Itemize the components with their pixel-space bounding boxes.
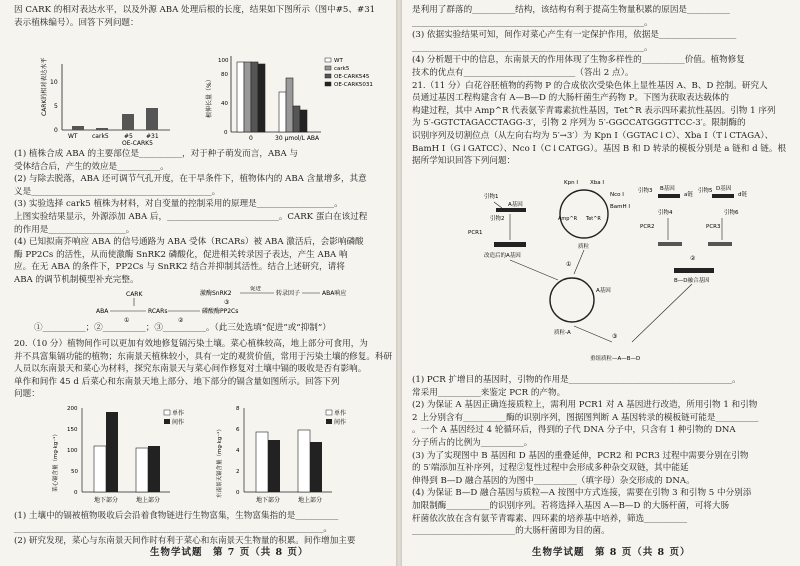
chart2-group: 0 — [249, 135, 253, 142]
text-line: 杆菌依次放在含有氨苄青霉素、四环素的培养基中培养，筛选__________ — [412, 513, 688, 524]
text-line: 表示植株编号）。回答下列问题： — [14, 17, 139, 28]
text-line: 20.（10 分）植物间作可以更加有效地修复镉污染土壤。菜心植株较高，地上部分可食用，为 — [14, 339, 368, 349]
bar-left-ylabel: 菜心镉含量（mg·kg⁻¹） — [53, 431, 59, 492]
pathway-aba: ABA — [96, 308, 109, 315]
chart2-bar — [237, 62, 244, 132]
pathway-cark: CARK — [126, 291, 143, 298]
text-line: ________________________________________________________________________。 — [14, 523, 332, 534]
text-line: (1) 植株合成 ABA 的主要部位是__________，对于种子萌发而言，ABA 与 — [14, 149, 298, 159]
diag-primer1: 引物1 — [484, 194, 499, 200]
diag-xba: Xba Ⅰ — [590, 180, 604, 186]
diag-final: 重组质粒—A—B—D — [590, 356, 641, 362]
chart2-ytick: 100 — [218, 58, 229, 64]
text-line: 分子所占的比例为__________。 — [412, 437, 533, 448]
bar-right-ytick: 4 — [236, 448, 240, 454]
text-line: 加限制酶__________的识别序列。若将选择入基因 A—B—D 的大肠杆菌，可将大肠 — [412, 500, 730, 511]
diag-plasmidA-gene: A基因 — [596, 288, 611, 294]
text-line: 据所学知识回答下列问题： — [412, 156, 516, 167]
bar-right-cat: 地下部分 — [256, 497, 281, 504]
chart1-xlabel: WT — [68, 133, 78, 140]
question-20-stem — [14, 338, 394, 401]
pathway-tf: 转录因子 — [276, 290, 301, 297]
bar-left-ytick: 100 — [67, 448, 78, 454]
diag-nco: Nco Ⅰ — [610, 192, 624, 198]
page-footer: 生物学试题 第 8 页（共 8 页） — [532, 547, 691, 558]
chart1-bar-5 — [122, 114, 134, 130]
text-line: (3) 实验选择 cark5 植株为材料，对自变量的控制采用的原理是__________________。 — [14, 199, 343, 210]
bar-left-bar — [136, 448, 148, 492]
bar-right-bar — [310, 442, 322, 492]
diag-modA-bar — [494, 242, 526, 247]
chart1-ytick: 10 — [50, 79, 58, 86]
diag-n2: ② — [690, 255, 696, 262]
chart1-group-label: OE-CARK5 — [122, 140, 153, 146]
chart1-xlabel: cark5 — [92, 133, 109, 140]
bar-left-cat: 地下部分 — [94, 497, 119, 504]
text-line: (1) PCR 扩增目的基因时，引物的作用是______________________________________。 — [412, 375, 741, 385]
diag-chain-a: a链 — [684, 192, 693, 198]
text-line: 识别序列及切割位点（从左向右均为 5′→3′）为 Kpn Ⅰ（GGTAC↓C）、Xba Ⅰ（T↓CTAGA）、 — [412, 130, 774, 141]
bar-left-cat: 地上部分 — [136, 497, 161, 504]
text-line: 员通过基因工程构建含有 A—B—D 的大肠杆菌生产药物 P。下图为获取表达载体的 — [412, 93, 729, 104]
chart1-bar-31 — [146, 108, 158, 130]
text-line: 并不具富集镉功能的植物；东南景天植株较小，具有一定的观赏价值，常用于污染土壤的修复。科研 — [14, 351, 393, 362]
diag-bd-fused — [674, 268, 714, 273]
bar-left-bar — [106, 412, 118, 492]
root-elongation-chart — [205, 48, 385, 144]
text-line: (2) 与除去脱落，ABA 还可调节气孔开度，在干旱条件下，植物体内的 ABA 含量增多，其意 — [14, 174, 367, 185]
text-line: ________________________的大肠杆菌即为目的菌。 — [412, 526, 610, 537]
text-line: 应。在无 ABA 的条件下，PP2Cs 与 SnRK2 结合并抑制其活性。结合上述研究，请将 — [14, 262, 345, 273]
text-line: ABA 的调节机制模型补充完整。 — [14, 274, 139, 285]
bar-left-bar — [148, 446, 160, 492]
diag-modA: 改造后的A基因 — [484, 253, 521, 259]
chart1-ytick: 5 — [54, 103, 58, 110]
diag-tetr: Tet^R — [586, 216, 601, 222]
text-line: (3) 为了实现图中 B 基因和 D 基因的重叠延伸，PCR2 和 PCR3 过程中需要分别在引物 — [412, 450, 749, 461]
page-footer: 生物学试题 第 7 页（共 8 页） — [150, 547, 309, 558]
chart2-legend: WT — [334, 58, 343, 64]
question-20-continued — [412, 4, 798, 168]
chart2-ylabel: 根伸长量（%） — [206, 76, 213, 118]
text-line: (2) 研究发现，菜心与东南景天间作时有利于菜心和东南景天生物量的积累。间作增加主要 — [14, 536, 356, 547]
question-21-parts — [412, 374, 798, 538]
diag-pcr1: PCR1 — [468, 230, 483, 236]
text-line: 因 CARK 的相对表达水平，以及外源 ABA 处理后根的长度，结果如下图所示（图中#5、#31 — [14, 5, 376, 15]
diag-geneD-bar — [712, 194, 734, 198]
chart2-ytick: 40 — [221, 101, 228, 107]
diag-bd-bar-1 — [658, 242, 682, 246]
pathway-n3: ③ — [224, 299, 230, 306]
text-line: 酶 PP2Cs 的活性，从而使激酶 SnRK2 磷酸化，促进相关转录因子表达，产生 ABA 响 — [14, 249, 348, 260]
cabbage-cadmium-chart — [50, 402, 200, 506]
pathway-blanks — [34, 322, 394, 335]
diag-pcr2: PCR2 — [640, 224, 655, 230]
pathway-n1: ① — [124, 317, 130, 324]
diag-primer4: 引物4 — [658, 210, 673, 216]
diag-n1: ① — [566, 261, 572, 268]
intro-text — [14, 4, 394, 29]
text-line: 伸得到 B—D 融合基因的为图中__________（填字母）杂交形成的 DNA。 — [412, 475, 695, 486]
bar-right-bar — [298, 430, 310, 492]
pathway-resp: ABA响应 — [322, 290, 347, 297]
chart2-bar — [251, 62, 258, 132]
text-line: 21.（11 分）白花谷胚植物的药物 P 的合成依次受染色体上显性基因 A、B、D 控制。研究人 — [412, 80, 768, 91]
chart1-ytick: 0 — [54, 127, 58, 134]
text-line: 义是__________________________________________。 — [14, 186, 221, 197]
text-line: 单作和间作 45 d 后菜心和东南景天地上部分、地下部分的镉含量如图所示。回答下列 — [14, 376, 340, 387]
text-line: 技术的优点有__________________________（答出 2 点）。 — [412, 67, 634, 78]
text-line: 常采用__________来鉴定 PCR 的产物。 — [412, 387, 566, 398]
text-line: 构建过程，其中 Amp^R 代表氨苄青霉素抗性基因，Tet^R 表示四环素抗性基因。引物 1 序列 — [412, 105, 776, 116]
diag-plasmidA: 质粒-A — [554, 330, 571, 336]
cark-expression-chart — [40, 56, 180, 146]
text-line: 2 上分别含有__________酶的识别序列，图据图判断 A 基因转录的模板链可能是__________ — [412, 412, 759, 423]
diag-kpn: Kpn Ⅰ — [564, 180, 578, 186]
bar-left-bar — [94, 446, 106, 492]
text-line: (3) 依据实验结果可知，间作对菜心产生有一定保护作用，依据是__________________ — [412, 30, 737, 41]
text-line: (4) 分析题干中的信息，东南景天的作用体现了生物多样性的__________价值。植物修复 — [412, 55, 745, 66]
diag-primer5: 引物5 — [698, 188, 713, 194]
chart2-bar — [258, 64, 265, 132]
diag-primer6: 引物6 — [724, 210, 739, 216]
sedum-cadmium-chart — [214, 402, 364, 506]
pathway-n2: ② — [178, 317, 184, 324]
diag-ampr: Amp^R — [558, 216, 578, 222]
bar-left-legend: 间作 — [172, 419, 185, 426]
text-line: (4) 为保证 B—D 融合基因与质粒—A 按图中方式连接，需要在引物 3 和引物 5 中分别添 — [412, 488, 752, 499]
question-19-parts — [14, 148, 394, 287]
chart2-ytick: 0 — [224, 130, 228, 136]
bar-right-ytick: 0 — [236, 490, 240, 496]
bar-right-ytick: 6 — [236, 427, 240, 433]
diag-geneA: A基因 — [508, 202, 523, 208]
text-line: 上图实验结果显示，外源添加 ABA 后，__________________________。CARK 蛋白在该过程 — [14, 211, 368, 222]
bar-left-ytick: 0 — [74, 490, 78, 496]
chart1-xlabel: #5 — [124, 133, 133, 140]
diag-bam: BamH Ⅰ — [610, 204, 631, 210]
text-line: 的 5′端添加互补序列，过程②复性过程中会形成多种杂交双链，其中能延 — [412, 463, 689, 474]
diag-chain-d: d链 — [738, 192, 747, 198]
chart2-bar — [279, 92, 286, 132]
diag-bd-bar-2 — [708, 242, 732, 246]
diag-primer3: 引物3 — [638, 188, 653, 194]
text-line: 是利用了群落的__________结构，该结构有利于提高生物量积累的原因是__________ — [412, 5, 730, 15]
text-line: 受体结合后，产生的效应是__________。 — [14, 161, 169, 172]
chart1-ylabel: CARK的相对表达水平 — [41, 57, 48, 116]
vector-construction-diagram — [462, 170, 762, 370]
chart2-bar — [300, 110, 307, 132]
bar-right-legend: 间作 — [334, 419, 347, 426]
bar-left-legend: 单作 — [172, 410, 185, 417]
chart1-bar-wt — [72, 126, 84, 130]
text-line: 。一个 A 基因经过 4 轮循环后，得到的子代 DNA 分子中，只含有 1 种引物的 DNA — [412, 425, 736, 436]
bar-right-ytick: 8 — [236, 406, 240, 412]
bar-right-ytick: 2 — [236, 469, 240, 475]
bar-right-bar — [256, 432, 268, 492]
text-line: (2) 为保证 A 基因正确连接质粒上，需利用 PCR1 对 A 基因进行改造，所用引物 1 和引物 — [412, 400, 758, 411]
chart1-bar-cark5 — [96, 128, 108, 130]
exam-page-8 — [402, 0, 800, 566]
bar-right-ylabel: 东南景天镉含量（mg·kg⁻¹） — [217, 426, 223, 498]
bar-left-ytick: 150 — [67, 427, 78, 433]
text-line: (4) 已知拟南芥响应 ABA 的信号通路为 ABA 受体（RCARs）被 ABA 激活后，会影响磷酸 — [14, 237, 364, 248]
text-line: ①__________；②__________；③__________。（此三处选填“促进”或“抑制”） — [34, 323, 331, 333]
text-line: 为 5′-GGTCTAGACCTAGG-3′，引物 2 序列为 5′-GGCCATGGGTTCC-3′。限制酶的 — [412, 118, 746, 129]
chart2-legend: OE-CARK545 — [334, 74, 370, 80]
diag-bd: B—D融合基因 — [674, 278, 710, 284]
pathway-rcars: RCARs — [148, 308, 168, 315]
chart1-xlabel: #31 — [146, 133, 159, 140]
diag-pcr3: PCR3 — [706, 224, 721, 230]
question-20-parts — [14, 510, 394, 548]
chart2-legend: OE-CARK5031 — [334, 82, 373, 88]
diag-plasmidA-circle — [550, 278, 594, 322]
chart2-bar — [244, 62, 251, 132]
diag-n3: ③ — [612, 333, 618, 340]
diag-geneD: D基因 — [716, 186, 732, 192]
text-line: 的作用是__________________。 — [14, 224, 135, 235]
diag-primer2: 引物2 — [490, 216, 505, 222]
chart2-bar — [286, 78, 293, 132]
diag-geneB: B基因 — [660, 186, 675, 192]
bar-right-cat: 地上部分 — [298, 497, 323, 504]
chart2-legend: cark5 — [334, 66, 350, 72]
text-line: 问题： — [14, 389, 40, 400]
bar-right-legend: 单作 — [334, 410, 347, 417]
bar-left-ytick: 50 — [71, 469, 78, 475]
text-line: (1) 土壤中的镉被植物吸收后会沿着食物链进行生物富集，生物富集指的是__________ — [14, 511, 339, 521]
chart2-bar — [293, 106, 300, 132]
chart2-ytick: 80 — [221, 72, 228, 78]
chart2-group: 30 μmol/L ABA — [275, 135, 320, 142]
text-line: 人员以东南景天和菜心为材料，探究东南景天与菜心间作修复对土壤中镉的吸收是否有影响。 — [14, 364, 367, 375]
pathway-snrk2: 激酶SnRK2 — [200, 290, 232, 297]
bar-right-bar — [268, 440, 280, 492]
diag-geneB-bar — [658, 194, 680, 198]
pathway-pp2cs: 磷酸酶PP2Cs — [202, 308, 239, 315]
pathway-promote: 促进 — [250, 286, 262, 292]
text-line: ______________________________________________________。 — [412, 17, 653, 28]
diag-plasmid: 质粒 — [578, 244, 590, 250]
exam-page-7 — [0, 0, 396, 566]
diag-plasmid-circle — [560, 190, 608, 238]
text-line: BamH Ⅰ（G↓GATCC）、Nco Ⅰ（C↓CATGG）。基因 B 和 D 转录的模板分别是 a 链和 d 链。根 — [412, 143, 787, 154]
bar-left-ytick: 200 — [67, 406, 78, 412]
diag-geneA-bar — [496, 208, 526, 212]
text-line: ______________________________________________________。 — [412, 42, 653, 53]
